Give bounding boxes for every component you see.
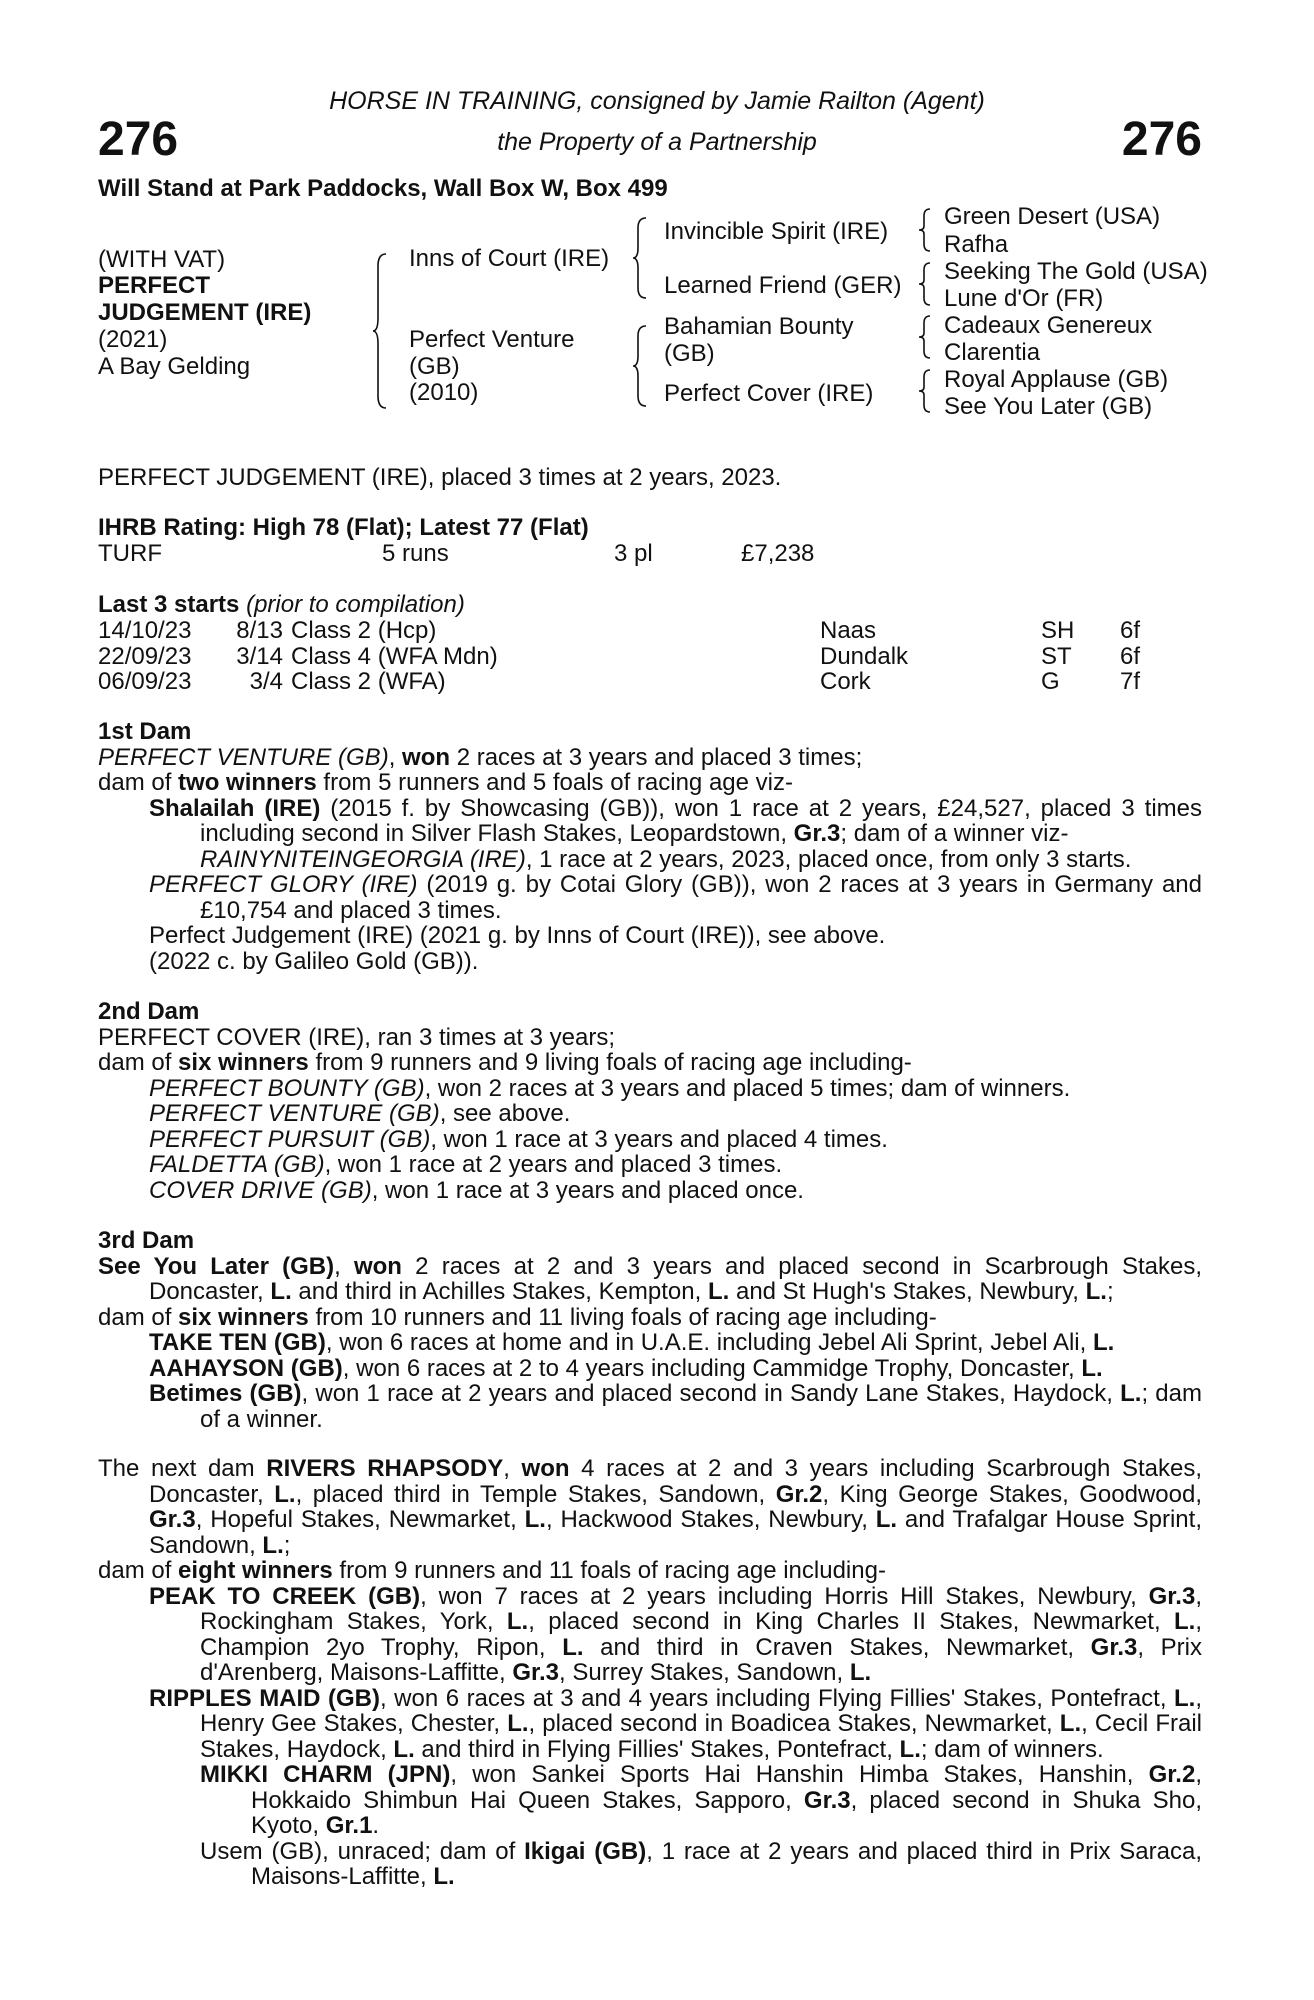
- start-position: 3/14: [236, 642, 283, 670]
- text-run: L.: [562, 1633, 584, 1661]
- text-run: L.: [506, 1608, 529, 1635]
- text-run: L.: [1081, 1354, 1103, 1382]
- offspring-name: PERFECT GLORY (IRE): [149, 871, 418, 898]
- text-run: Gr.3: [1090, 1633, 1138, 1661]
- grandparent-5: Cadeaux Genereux: [944, 312, 1153, 339]
- next-dam-section: [98, 1456, 1202, 1890]
- text-run: Gr.2: [1148, 1761, 1196, 1788]
- start-distance: 6f: [1120, 617, 1141, 644]
- offspring-entry: [98, 1330, 1202, 1356]
- start-going: SH: [1041, 617, 1075, 644]
- text-run: Usem (GB), unraced; dam of: [200, 1837, 525, 1865]
- text-run: , see above.: [439, 1100, 571, 1127]
- text-run: L.: [262, 1531, 284, 1559]
- start-row: [98, 669, 1198, 695]
- text-run: , won 2 races at 3 years and placed 5 times; dam of winners.: [424, 1074, 1071, 1102]
- grandparent-1: Green Desert (USA): [944, 203, 1161, 230]
- start-course: Naas: [820, 617, 877, 644]
- text-run: and third in Flying Fillies' Stakes, Pontefract,: [414, 1735, 900, 1763]
- text-run: L.: [899, 1735, 921, 1763]
- dam-line3: (2010): [409, 379, 479, 406]
- text-run: , Cecil Frail Stakes, Haydock,: [200, 1710, 1202, 1763]
- text-run: (2019 g. by Cotai Glory (GB)), won 2 races at 3 years in Germany and £10,754 and placed 3 times.: [200, 871, 1203, 924]
- offspring-name: Shalailah (IRE): [149, 794, 321, 822]
- text-run: six winners: [178, 1049, 309, 1076]
- third-dam-produce: [98, 1305, 1202, 1331]
- brace-dam: [632, 324, 648, 408]
- text-run: L.: [1120, 1380, 1142, 1407]
- text-run: eight winners: [178, 1557, 333, 1584]
- offspring-entry: [98, 1356, 1202, 1382]
- text-run: ;: [1106, 1278, 1114, 1305]
- text-run: , placed second in Boadicea Stakes, Newmarket,: [528, 1710, 1060, 1737]
- text-run: , Surrey Stakes, Sandown,: [559, 1659, 850, 1686]
- text-run: , Rockingham Stakes, York,: [200, 1582, 1202, 1635]
- start-date: 22/09/23: [98, 642, 192, 670]
- text-run: , won 6 races at 2 to 4 years including Cammidge Trophy, Doncaster,: [342, 1354, 1082, 1382]
- text-run: (2015 f. by Showcasing (GB)), won 1 race at 2 years, £24,527, placed 3 times including second in Silver Flash Stakes, Leopardstown,: [200, 794, 1202, 847]
- text-run: won: [353, 1252, 402, 1280]
- second-dam-title: 2nd Dam: [98, 998, 200, 1025]
- text-run: dam of: [98, 1557, 179, 1584]
- start-going: ST: [1041, 642, 1072, 670]
- text-run: 2 races at 3 years and placed 3 times;: [450, 743, 863, 771]
- rating-title: IHRB Rating: High 78 (Flat); Latest 77 (Flat): [98, 514, 589, 541]
- text-run: L.: [507, 1710, 529, 1737]
- offspring-name: PERFECT PURSUIT (GB): [149, 1125, 431, 1153]
- text-run: Gr.3: [512, 1659, 560, 1686]
- rating-earnings: £7,238: [741, 540, 815, 567]
- brace-g56: [918, 314, 932, 360]
- text-run: L.: [270, 1278, 292, 1305]
- text-run: , Hopeful Stakes, Newmarket,: [195, 1506, 525, 1533]
- text-run: won: [402, 743, 451, 771]
- offspring-name: FALDETTA (GB): [149, 1151, 325, 1178]
- offspring-entry: [98, 1101, 1202, 1127]
- text-run: , won 1 race at 3 years and placed once.: [371, 1176, 804, 1204]
- text-run: two winners: [178, 769, 317, 796]
- race-summary: PERFECT JUDGEMENT (IRE), placed 3 times at 2 years, 2023.: [98, 464, 782, 491]
- text-run: six winners: [178, 1303, 309, 1331]
- text-run: Gr.3: [149, 1506, 196, 1533]
- text-run: L.: [1085, 1278, 1107, 1305]
- second-dam-section: [98, 999, 1202, 1203]
- start-row: [98, 644, 1198, 670]
- brace-sire: [632, 216, 648, 300]
- grandparent-2: Rafha: [944, 231, 1009, 258]
- last-starts-note: (prior to compilation): [246, 591, 465, 618]
- text-run: , placed second in King Charles II Stakes, Newmarket,: [528, 1608, 1174, 1635]
- text-run: dam of: [98, 1303, 179, 1331]
- text-run: from 9 runners and 9 living foals of racing age including-: [308, 1049, 912, 1076]
- vat-label: (WITH VAT): [98, 246, 226, 273]
- text-run: , placed second in Shuka Sho, Kyoto,: [251, 1786, 1202, 1839]
- offspring-name: PEAK TO CREEK (GB): [149, 1582, 421, 1610]
- last-starts-table: [98, 618, 1198, 695]
- text-run: .: [372, 1812, 380, 1839]
- text-run: won: [521, 1455, 570, 1482]
- text-run: L.: [849, 1659, 872, 1686]
- offspring-entry: [98, 1127, 1202, 1153]
- start-date: 06/09/23: [98, 668, 192, 695]
- grandparent-3: Seeking The Gold (USA): [944, 258, 1208, 285]
- offspring-name: COVER DRIVE (GB): [149, 1176, 372, 1204]
- brace-g34: [918, 261, 932, 307]
- offspring-name: Ikigai (GB): [524, 1837, 647, 1865]
- horse-year: (2021): [98, 326, 168, 353]
- offspring-name: AAHAYSON (GB): [149, 1354, 343, 1382]
- text-run: and third in Craven Stakes, Newmarket,: [583, 1633, 1091, 1661]
- text-run: ; dam of a winner.: [200, 1380, 1202, 1433]
- start-going: G: [1041, 668, 1060, 695]
- offspring-name: RIPPLES MAID (GB): [149, 1684, 381, 1712]
- text-run: and third in Achilles Stakes, Kempton,: [291, 1278, 708, 1305]
- text-run: Gr.3: [793, 820, 841, 847]
- next-dam-record: [98, 1456, 1202, 1558]
- grandparent-6: Clarentia: [944, 339, 1041, 366]
- rating-row: [98, 541, 898, 567]
- start-distance: 6f: [1120, 642, 1141, 670]
- text-run: , placed third in Temple Stakes, Sandown,: [295, 1480, 776, 1508]
- text-run: 2 races at 2 and 3 years and placed second in Scarbrough Stakes, Doncaster,: [149, 1252, 1202, 1305]
- text-run: L.: [1174, 1684, 1196, 1712]
- grand-offspring-entry: [98, 847, 1202, 873]
- text-run: , won 1 race at 2 years and placed second in Sandy Lane Stakes, Haydock,: [301, 1380, 1121, 1407]
- lot-number-right: 276: [1121, 113, 1202, 166]
- text-run: from 9 runners and 11 foals of racing age including-: [332, 1557, 886, 1584]
- text-run: , 1 race at 2 years, 2023, placed once, from only 3 starts.: [525, 845, 1132, 873]
- first-dam-record: [98, 745, 1202, 771]
- start-race: Class 2 (Hcp): [291, 617, 437, 644]
- text-run: L.: [393, 1735, 415, 1763]
- dam-sire-line1: Bahamian Bounty: [664, 313, 854, 340]
- dam-name: PERFECT VENTURE (GB): [98, 743, 389, 771]
- offspring-name: PERFECT VENTURE (GB): [149, 1100, 440, 1127]
- offspring-entry: Perfect Judgement (IRE) (2021 g. by Inns of Court (IRE)), see above.: [149, 922, 886, 949]
- text-run: L.: [1092, 1329, 1115, 1356]
- offspring-entry: [98, 1381, 1202, 1432]
- property-line: the Property of a Partnership: [497, 128, 817, 156]
- next-dam-produce: [98, 1558, 1202, 1584]
- text-run: L.: [524, 1506, 546, 1533]
- offspring-name: TAKE TEN (GB): [149, 1329, 326, 1356]
- text-run: , Henry Gee Stakes, Chester,: [200, 1684, 1203, 1737]
- text-run: Gr.3: [803, 1786, 851, 1814]
- horse-description: A Bay Gelding: [98, 353, 251, 380]
- text-run: ; dam of winners.: [920, 1735, 1104, 1763]
- offspring-entry: [98, 796, 1202, 847]
- text-run: , 1 race at 2 years and placed third in Prix Saraca, Maisons-Laffitte,: [251, 1837, 1202, 1890]
- lot-number-left: 276: [98, 113, 179, 166]
- text-run: ,: [503, 1455, 522, 1482]
- brace-g12: [918, 207, 932, 253]
- offspring-entry: [98, 872, 1202, 923]
- text-run: and St Hugh's Stakes, Newbury,: [729, 1278, 1086, 1305]
- text-run: L.: [433, 1863, 455, 1890]
- text-run: , won Sankei Sports Hai Hanshin Himba Stakes, Hanshin,: [450, 1761, 1149, 1788]
- text-run: ; dam of a winner viz-: [840, 820, 1069, 847]
- start-course: Cork: [820, 668, 871, 695]
- offspring-name: Betimes (GB): [149, 1380, 302, 1407]
- horse-name-line1: PERFECT: [98, 272, 211, 299]
- second-dam-record: PERFECT COVER (IRE), ran 3 times at 3 years;: [98, 1023, 616, 1051]
- text-run: L.: [707, 1278, 730, 1305]
- rating-placed: 3 pl: [614, 540, 653, 567]
- third-dam-section: [98, 1228, 1202, 1432]
- start-date: 14/10/23: [98, 617, 192, 644]
- start-race: Class 2 (WFA): [291, 668, 446, 695]
- text-run: Gr.3: [1148, 1582, 1196, 1610]
- offspring-name: RAINYNITEINGEORGIA (IRE): [200, 845, 526, 873]
- offspring-entry: [98, 1686, 1202, 1763]
- text-run: 4 races at 2 and 3 years including Scarbrough Stakes, Doncaster,: [149, 1455, 1202, 1508]
- text-run: , won 6 races at 3 and 4 years including Flying Fillies' Stakes, Pontefract,: [380, 1684, 1175, 1712]
- brace-main: [372, 252, 388, 410]
- sire-sire: Invincible Spirit (IRE): [664, 218, 889, 245]
- text-run: L.: [875, 1506, 898, 1533]
- text-run: from 5 runners and 5 foals of racing age viz-: [316, 769, 793, 796]
- first-dam-produce: [98, 770, 1202, 796]
- text-run: L.: [1174, 1608, 1196, 1635]
- first-dam-title: 1st Dam: [98, 718, 192, 745]
- text-run: , won 7 races at 2 years including Horris Hill Stakes, Newbury,: [420, 1582, 1149, 1610]
- start-course: Dundalk: [820, 642, 909, 670]
- start-row: [98, 618, 1198, 644]
- offspring-name: PERFECT BOUNTY (GB): [149, 1074, 425, 1102]
- first-dam-section: [98, 719, 1202, 974]
- text-run: from 10 runners and 11 living foals of racing age including-: [308, 1303, 937, 1331]
- dam-sire-line2: (GB): [664, 340, 715, 367]
- text-run: Gr.1: [325, 1812, 373, 1839]
- rating-runs: 5 runs: [382, 540, 449, 567]
- text-run: dam of: [98, 1049, 179, 1076]
- text-run: dam of: [98, 769, 179, 796]
- last-starts-title: Last 3 starts: [98, 591, 240, 618]
- dam-dam: Perfect Cover (IRE): [664, 380, 874, 407]
- horse-name-line2: JUDGEMENT (IRE): [98, 299, 312, 326]
- sire-dam: Learned Friend (GER): [664, 272, 902, 299]
- start-distance: 7f: [1120, 668, 1141, 695]
- text-run: , Hokkaido Shimbun Hai Queen Stakes, Sapporo,: [251, 1761, 1202, 1814]
- text-run: , Prix d'Arenberg, Maisons-Laffitte,: [200, 1633, 1202, 1686]
- offspring-entry: [98, 1178, 1202, 1204]
- offspring-name: MIKKI CHARM (JPN): [200, 1761, 451, 1788]
- offspring-entry: [98, 1584, 1202, 1686]
- dam-line2: (GB): [409, 353, 460, 380]
- grandparent-4: Lune d'Or (FR): [944, 285, 1104, 312]
- text-run: L.: [1059, 1710, 1082, 1737]
- text-run: , Champion 2yo Trophy, Ripon,: [200, 1608, 1202, 1661]
- start-position: 3/4: [249, 668, 283, 695]
- text-run: , Hackwood Stakes, Newbury,: [545, 1506, 876, 1533]
- third-dam-title: 3rd Dam: [98, 1227, 195, 1254]
- offspring-entry: [98, 1152, 1202, 1178]
- rating-surface: TURF: [98, 540, 162, 567]
- grand-offspring-entry: [98, 1762, 1202, 1839]
- text-run: , won 1 race at 3 years and placed 4 times.: [430, 1125, 888, 1153]
- text-run: L.: [274, 1480, 296, 1508]
- dam-name: See You Later (GB): [98, 1252, 335, 1280]
- text-run: ,: [388, 743, 396, 771]
- grandparent-7: Royal Applause (GB): [944, 366, 1169, 393]
- text-run: ;: [283, 1531, 291, 1559]
- text-run: , won 6 races at home and in U.A.E. including Jebel Ali Sprint, Jebel Ali,: [325, 1329, 1093, 1356]
- consignor-line: HORSE IN TRAINING, consigned by Jamie Railton (Agent): [329, 87, 985, 115]
- text-run: , King George Stakes, Goodwood,: [822, 1480, 1203, 1508]
- stand-location: Will Stand at Park Paddocks, Wall Box W, Box 499: [98, 175, 668, 202]
- text-run: Gr.2: [775, 1480, 823, 1508]
- grand-offspring-entry: [98, 1839, 1202, 1890]
- text-run: ,: [334, 1252, 354, 1280]
- sire: Inns of Court (IRE): [409, 245, 610, 272]
- dam-name: RIVERS RHAPSODY: [266, 1455, 504, 1482]
- grandparent-8: See You Later (GB): [944, 393, 1153, 420]
- text-run: and Trafalgar House Sprint, Sandown,: [149, 1506, 1202, 1559]
- start-race: Class 4 (WFA Mdn): [291, 642, 498, 670]
- text-run: The next dam: [98, 1455, 267, 1482]
- dam-line1: Perfect Venture: [409, 326, 575, 353]
- second-dam-produce: [98, 1050, 1202, 1076]
- offspring-entry: (2022 c. by Galileo Gold (GB)).: [149, 947, 479, 975]
- brace-g78: [918, 368, 932, 414]
- last-starts-heading: [98, 592, 465, 618]
- third-dam-record: [98, 1254, 1202, 1305]
- start-position: 8/13: [236, 617, 283, 644]
- text-run: , won 1 race at 2 years and placed 3 times.: [324, 1151, 783, 1178]
- offspring-entry: [98, 1076, 1202, 1102]
